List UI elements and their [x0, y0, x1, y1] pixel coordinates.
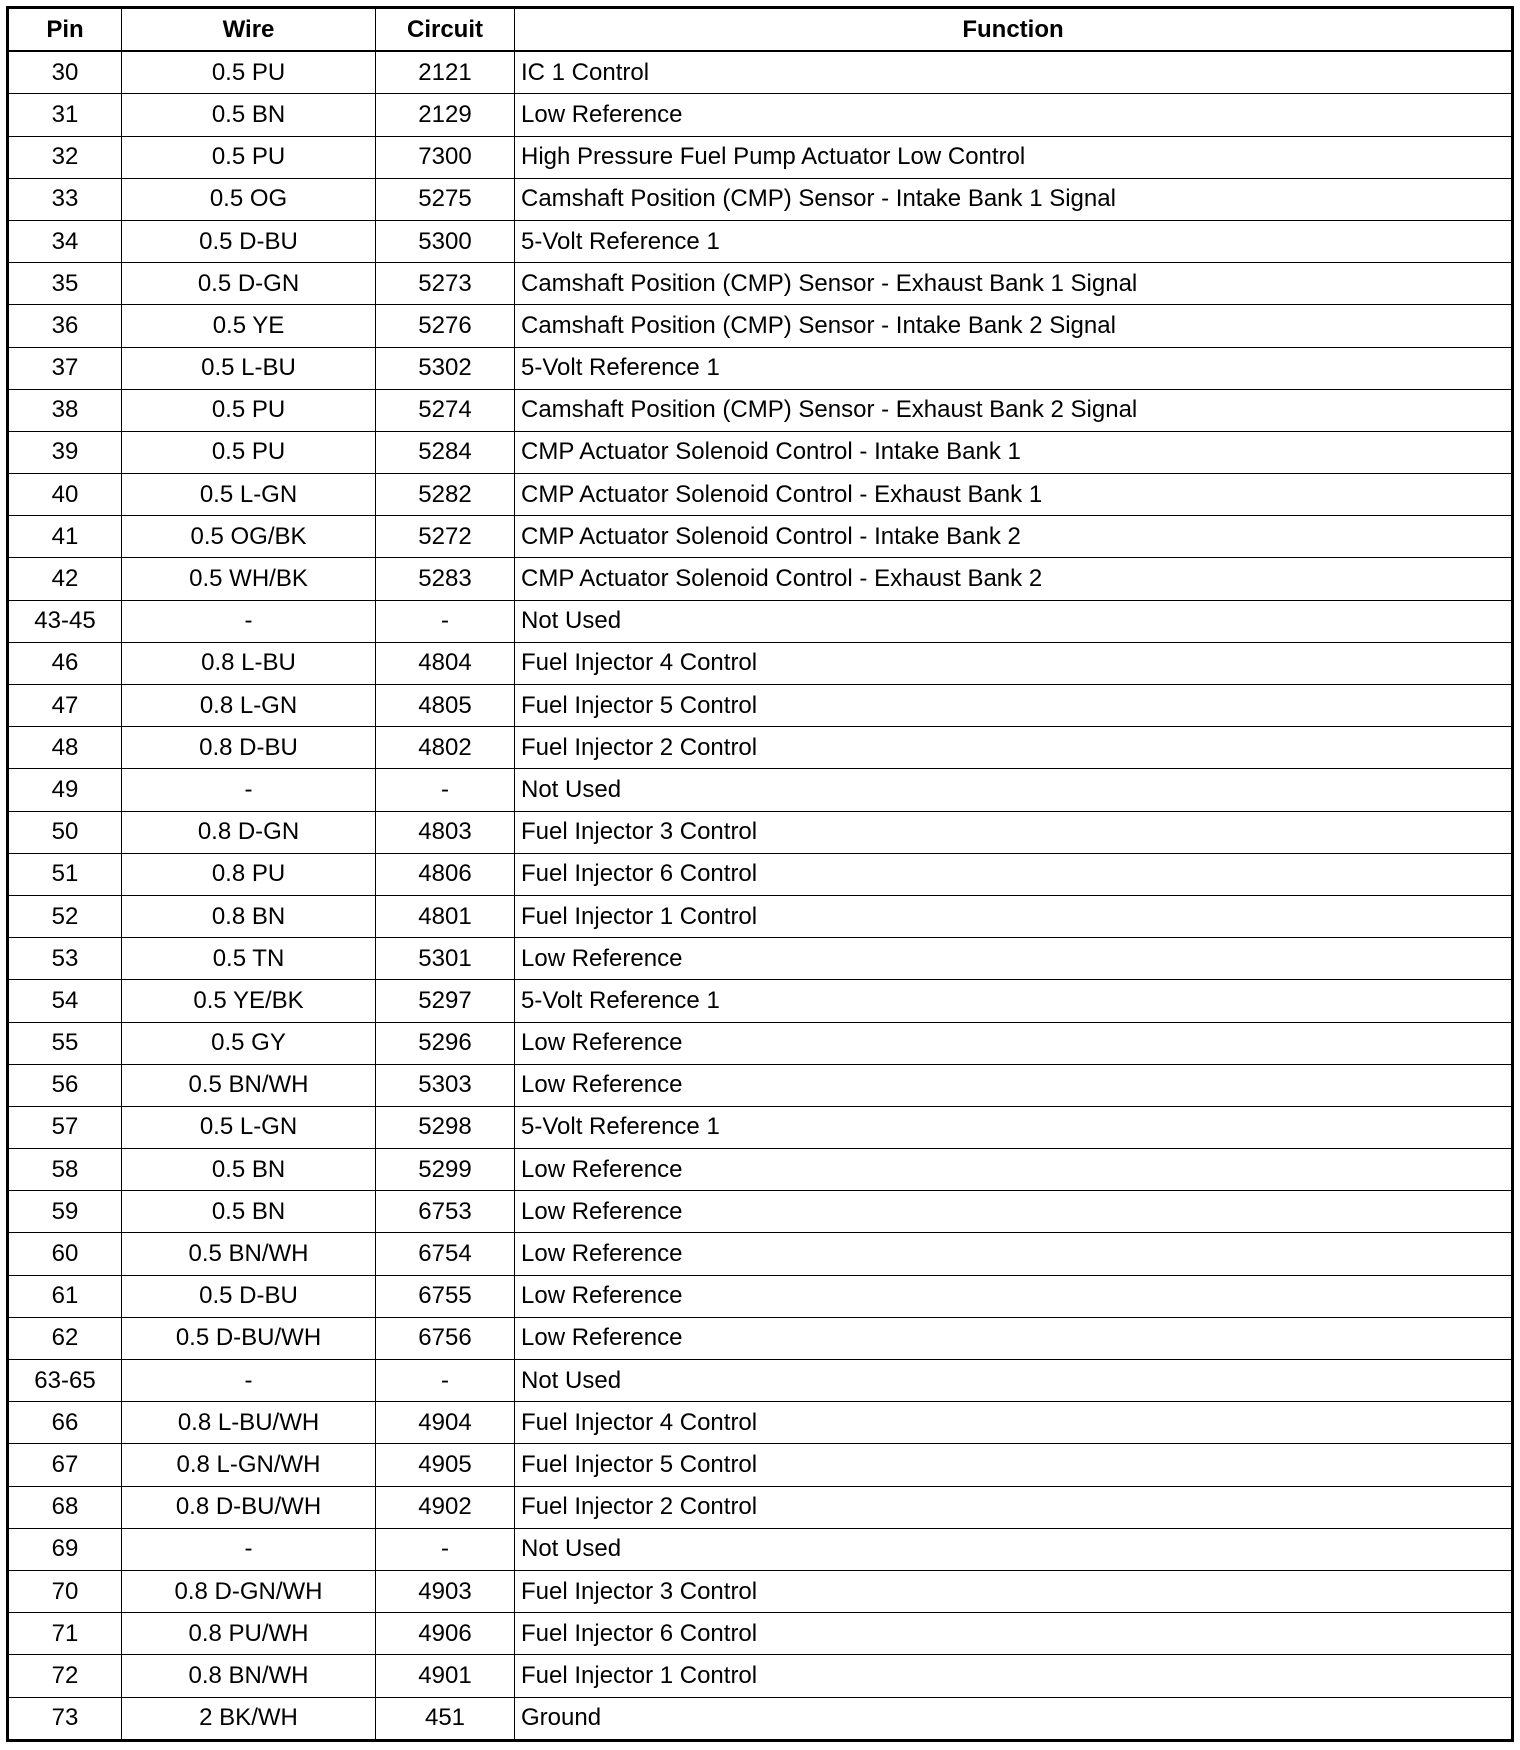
table-row [8, 980, 1513, 1022]
pin-cell: 53 [8, 938, 122, 980]
table-row [8, 1191, 1513, 1233]
table-row [8, 305, 1513, 347]
wire-cell: - [122, 1528, 376, 1570]
table-row [8, 51, 1513, 94]
function-cell: 5-Volt Reference 1 [515, 347, 1513, 389]
table-row [8, 220, 1513, 262]
pin-cell: 49 [8, 769, 122, 811]
table-header [8, 8, 1513, 52]
pin-cell: 35 [8, 263, 122, 305]
table-row [8, 1697, 1513, 1740]
table-row [8, 1570, 1513, 1612]
pin-cell: 58 [8, 1149, 122, 1191]
function-cell: Fuel Injector 4 Control [515, 1402, 1513, 1444]
circuit-cell: 4804 [376, 642, 515, 684]
table-row [8, 347, 1513, 389]
table-row [8, 1022, 1513, 1064]
function-cell: CMP Actuator Solenoid Control - Intake Bank 1 [515, 431, 1513, 473]
function-cell: Low Reference [515, 1022, 1513, 1064]
table-row [8, 1528, 1513, 1570]
wire-cell: 0.5 BN [122, 1149, 376, 1191]
function-cell: Fuel Injector 3 Control [515, 1570, 1513, 1612]
pin-cell: 71 [8, 1613, 122, 1655]
table-row [8, 516, 1513, 558]
pin-cell: 56 [8, 1064, 122, 1106]
function-cell: Fuel Injector 5 Control [515, 685, 1513, 727]
table-row [8, 1275, 1513, 1317]
header-pin: Pin [8, 8, 122, 52]
circuit-cell: 4802 [376, 727, 515, 769]
function-cell: 5-Volt Reference 1 [515, 1106, 1513, 1148]
table-row [8, 178, 1513, 220]
circuit-cell: 2129 [376, 94, 515, 136]
wire-cell: 0.8 D-BU [122, 727, 376, 769]
function-cell: CMP Actuator Solenoid Control - Exhaust Bank 2 [515, 558, 1513, 600]
table-row [8, 1106, 1513, 1148]
wire-cell: - [122, 600, 376, 642]
table-row [8, 558, 1513, 600]
wire-cell: 0.8 L-BU/WH [122, 1402, 376, 1444]
circuit-cell: 5302 [376, 347, 515, 389]
circuit-cell: 5301 [376, 938, 515, 980]
pin-cell: 69 [8, 1528, 122, 1570]
wire-cell: 0.5 YE/BK [122, 980, 376, 1022]
circuit-cell: 6753 [376, 1191, 515, 1233]
circuit-cell: 4806 [376, 853, 515, 895]
connector-pinout-table-container [6, 6, 1514, 1742]
circuit-cell: 5297 [376, 980, 515, 1022]
wire-cell: 0.5 PU [122, 389, 376, 431]
wire-cell: 0.8 L-BU [122, 642, 376, 684]
circuit-cell: - [376, 1360, 515, 1402]
wire-cell: 2 BK/WH [122, 1697, 376, 1740]
wire-cell: 0.8 PU [122, 853, 376, 895]
function-cell: Low Reference [515, 94, 1513, 136]
function-cell: Camshaft Position (CMP) Sensor - Exhaust Bank 2 Signal [515, 389, 1513, 431]
circuit-cell: - [376, 769, 515, 811]
table-row [8, 685, 1513, 727]
pin-cell: 70 [8, 1570, 122, 1612]
header-row [8, 8, 1513, 52]
pin-cell: 43-45 [8, 600, 122, 642]
table-row [8, 1317, 1513, 1359]
circuit-cell: 5274 [376, 389, 515, 431]
circuit-cell: 7300 [376, 136, 515, 178]
circuit-cell: 5283 [376, 558, 515, 600]
circuit-cell: - [376, 1528, 515, 1570]
pin-cell: 50 [8, 811, 122, 853]
wire-cell: 0.5 OG/BK [122, 516, 376, 558]
table-row [8, 136, 1513, 178]
wire-cell: 0.5 PU [122, 136, 376, 178]
function-cell: Low Reference [515, 1149, 1513, 1191]
circuit-cell: 4901 [376, 1655, 515, 1697]
function-cell: Not Used [515, 1528, 1513, 1570]
function-cell: Ground [515, 1697, 1513, 1740]
wire-cell: 0.5 L-GN [122, 474, 376, 516]
function-cell: Low Reference [515, 1233, 1513, 1275]
circuit-cell: 5296 [376, 1022, 515, 1064]
circuit-cell: - [376, 600, 515, 642]
header-circuit: Circuit [376, 8, 515, 52]
pin-cell: 59 [8, 1191, 122, 1233]
function-cell: 5-Volt Reference 1 [515, 220, 1513, 262]
wire-cell: 0.5 PU [122, 431, 376, 473]
pin-cell: 61 [8, 1275, 122, 1317]
table-body [8, 51, 1513, 1740]
circuit-cell: 4803 [376, 811, 515, 853]
circuit-cell: 5276 [376, 305, 515, 347]
function-cell: Fuel Injector 6 Control [515, 853, 1513, 895]
wire-cell: 0.8 L-GN/WH [122, 1444, 376, 1486]
header-wire: Wire [122, 8, 376, 52]
wire-cell: 0.5 BN [122, 94, 376, 136]
circuit-cell: 5284 [376, 431, 515, 473]
wire-cell: 0.5 WH/BK [122, 558, 376, 600]
table-row [8, 727, 1513, 769]
table-row [8, 263, 1513, 305]
circuit-cell: 4801 [376, 895, 515, 937]
circuit-cell: 4902 [376, 1486, 515, 1528]
function-cell: Not Used [515, 600, 1513, 642]
pin-cell: 42 [8, 558, 122, 600]
circuit-cell: 4903 [376, 1570, 515, 1612]
wire-cell: 0.5 L-BU [122, 347, 376, 389]
circuit-cell: 4805 [376, 685, 515, 727]
function-cell: IC 1 Control [515, 51, 1513, 94]
wire-cell: 0.8 PU/WH [122, 1613, 376, 1655]
table-row [8, 600, 1513, 642]
wire-cell: 0.5 BN/WH [122, 1233, 376, 1275]
function-cell: Low Reference [515, 1317, 1513, 1359]
circuit-cell: 5282 [376, 474, 515, 516]
function-cell: High Pressure Fuel Pump Actuator Low Control [515, 136, 1513, 178]
wire-cell: 0.5 TN [122, 938, 376, 980]
pin-cell: 52 [8, 895, 122, 937]
wire-cell: 0.8 D-GN/WH [122, 1570, 376, 1612]
table-row [8, 811, 1513, 853]
function-cell: Fuel Injector 3 Control [515, 811, 1513, 853]
function-cell: Low Reference [515, 938, 1513, 980]
table-row [8, 1613, 1513, 1655]
table-row [8, 1064, 1513, 1106]
table-row [8, 938, 1513, 980]
pin-cell: 51 [8, 853, 122, 895]
circuit-cell: 5275 [376, 178, 515, 220]
function-cell: Camshaft Position (CMP) Sensor - Intake Bank 2 Signal [515, 305, 1513, 347]
function-cell: CMP Actuator Solenoid Control - Intake Bank 2 [515, 516, 1513, 558]
wire-cell: 0.8 L-GN [122, 685, 376, 727]
wire-cell: 0.8 BN/WH [122, 1655, 376, 1697]
pin-cell: 60 [8, 1233, 122, 1275]
table-row [8, 1444, 1513, 1486]
wire-cell: 0.5 D-GN [122, 263, 376, 305]
pin-cell: 47 [8, 685, 122, 727]
circuit-cell: 2121 [376, 51, 515, 94]
circuit-cell: 5273 [376, 263, 515, 305]
pin-cell: 32 [8, 136, 122, 178]
table-row [8, 769, 1513, 811]
pin-cell: 33 [8, 178, 122, 220]
function-cell: Camshaft Position (CMP) Sensor - Exhaust Bank 1 Signal [515, 263, 1513, 305]
circuit-cell: 4905 [376, 1444, 515, 1486]
wire-cell: 0.5 BN [122, 1191, 376, 1233]
wire-cell: - [122, 769, 376, 811]
function-cell: Fuel Injector 1 Control [515, 895, 1513, 937]
pin-cell: 48 [8, 727, 122, 769]
function-cell: Camshaft Position (CMP) Sensor - Intake Bank 1 Signal [515, 178, 1513, 220]
wire-cell: 0.5 YE [122, 305, 376, 347]
circuit-cell: 5299 [376, 1149, 515, 1191]
function-cell: Fuel Injector 4 Control [515, 642, 1513, 684]
circuit-cell: 5303 [376, 1064, 515, 1106]
pin-cell: 30 [8, 51, 122, 94]
function-cell: Fuel Injector 6 Control [515, 1613, 1513, 1655]
wire-cell: 0.5 D-BU/WH [122, 1317, 376, 1359]
wire-cell: 0.5 BN/WH [122, 1064, 376, 1106]
circuit-cell: 4906 [376, 1613, 515, 1655]
function-cell: 5-Volt Reference 1 [515, 980, 1513, 1022]
table-row [8, 389, 1513, 431]
connector-pinout-table [6, 6, 1514, 1742]
pin-cell: 41 [8, 516, 122, 558]
wire-cell: 0.5 GY [122, 1022, 376, 1064]
table-row [8, 1233, 1513, 1275]
circuit-cell: 4904 [376, 1402, 515, 1444]
wire-cell: 0.5 D-BU [122, 220, 376, 262]
circuit-cell: 6756 [376, 1317, 515, 1359]
function-cell: Low Reference [515, 1064, 1513, 1106]
table-row [8, 1149, 1513, 1191]
pin-cell: 55 [8, 1022, 122, 1064]
pin-cell: 72 [8, 1655, 122, 1697]
pin-cell: 40 [8, 474, 122, 516]
wire-cell: 0.5 D-BU [122, 1275, 376, 1317]
wire-cell: 0.8 D-GN [122, 811, 376, 853]
circuit-cell: 6754 [376, 1233, 515, 1275]
pin-cell: 46 [8, 642, 122, 684]
circuit-cell: 6755 [376, 1275, 515, 1317]
pin-cell: 39 [8, 431, 122, 473]
function-cell: Fuel Injector 2 Control [515, 1486, 1513, 1528]
table-row [8, 1360, 1513, 1402]
pin-cell: 57 [8, 1106, 122, 1148]
circuit-cell: 451 [376, 1697, 515, 1740]
table-row [8, 1486, 1513, 1528]
pin-cell: 31 [8, 94, 122, 136]
header-function: Function [515, 8, 1513, 52]
table-row [8, 1402, 1513, 1444]
function-cell: Low Reference [515, 1191, 1513, 1233]
function-cell: Low Reference [515, 1275, 1513, 1317]
wire-cell: 0.8 D-BU/WH [122, 1486, 376, 1528]
function-cell: Fuel Injector 1 Control [515, 1655, 1513, 1697]
table-row [8, 474, 1513, 516]
table-row [8, 1655, 1513, 1697]
wire-cell: 0.5 PU [122, 51, 376, 94]
function-cell: CMP Actuator Solenoid Control - Exhaust Bank 1 [515, 474, 1513, 516]
function-cell: Not Used [515, 769, 1513, 811]
table-row [8, 94, 1513, 136]
pin-cell: 54 [8, 980, 122, 1022]
wire-cell: 0.5 OG [122, 178, 376, 220]
pin-cell: 66 [8, 1402, 122, 1444]
pin-cell: 36 [8, 305, 122, 347]
pin-cell: 38 [8, 389, 122, 431]
function-cell: Fuel Injector 5 Control [515, 1444, 1513, 1486]
circuit-cell: 5272 [376, 516, 515, 558]
table-row [8, 431, 1513, 473]
pin-cell: 73 [8, 1697, 122, 1740]
pin-cell: 68 [8, 1486, 122, 1528]
table-row [8, 895, 1513, 937]
pin-cell: 67 [8, 1444, 122, 1486]
function-cell: Fuel Injector 2 Control [515, 727, 1513, 769]
circuit-cell: 5298 [376, 1106, 515, 1148]
wire-cell: 0.5 L-GN [122, 1106, 376, 1148]
circuit-cell: 5300 [376, 220, 515, 262]
pin-cell: 63-65 [8, 1360, 122, 1402]
table-row [8, 853, 1513, 895]
pin-cell: 37 [8, 347, 122, 389]
wire-cell: 0.8 BN [122, 895, 376, 937]
pin-cell: 62 [8, 1317, 122, 1359]
wire-cell: - [122, 1360, 376, 1402]
table-row [8, 642, 1513, 684]
pin-cell: 34 [8, 220, 122, 262]
function-cell: Not Used [515, 1360, 1513, 1402]
